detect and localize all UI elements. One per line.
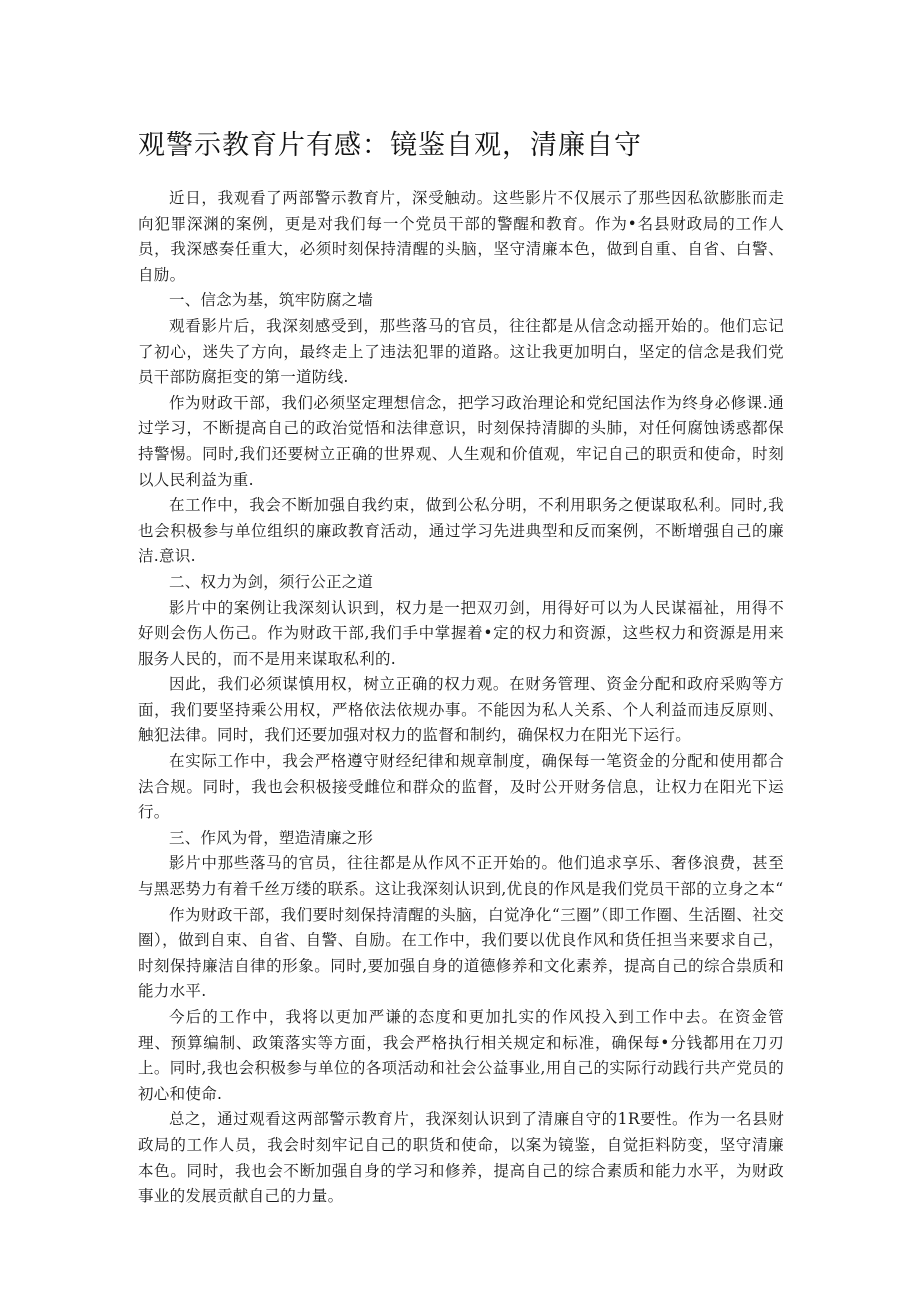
paragraph: 在工作中，我会不断加强自我约束，做到公私分明，不利用职务之便谋取私利。同时,我也会积极参与单位组织的廉政教育活动，通过学习先进典型和反而案例，不断增强自己的廉洁.意识.	[138, 496, 784, 566]
document-page	[138, 128, 784, 1210]
section-heading-1: 一、信念为基，筑牢防腐之墙	[169, 291, 374, 310]
section-heading-2: 二、权力为剑，须行公正之道	[169, 572, 374, 591]
paragraph: 因此，我们必须谋慎用权，树立正确的权力观。在财务管理、资金分配和政府采购等方面，我们要坚持乘公用权，严格依法依规办事。不能因为私人关系、个人利益而违反原则、触犯法律。同时，我们还要加强对权力的监督和制约，确保权力在阳光下运行。	[138, 675, 784, 745]
paragraph: 在实际工作中，我会严格遵守财经纪律和规章制度，确保每一笔资金的分配和使用都合法合规。同时，我也会积极接受雌位和群众的监督，及时公开财务信息，让权力在阳光下运行。	[138, 752, 784, 822]
paragraph: 作为财政干部，我们必须坚定理想信念，把学习政治理论和党纪国法作为终身必修课.通过学习，不断提高自己的政治觉悟和法律意识，时刻保持清脚的头肺，对任何腐蚀诱惑都保持警惕。同时,我们还要树立正确的世界观、人生观和价值观，牢记自己的职贡和使命，时刻以人民利益为重.	[138, 393, 784, 489]
section-heading-3: 三、作风为骨，塑造清廉之形	[169, 828, 374, 847]
paragraph: 作为财政干部，我们要时刻保持清醒的头脑，白觉净化“三圈”（即工作圈、生活圈、社交圈），做到自束、自省、自警、自励。在工作中，我们要以优良作风和货任担当来要求自己，时刻保持廉洁自律的形象。同时,要加强自身的道德修养和文化素养，提高自己的综合祟质和能力水平.	[138, 905, 784, 1001]
document-title: 观警示教育片有感：镜鉴自观，清廉自守	[138, 130, 642, 161]
paragraph: 影片中的案例让我深刻认识到，权力是一把双刃剑，用得好可以为人民谋福祉，用得不好则会伤人伤己。作为财政干部,我们手中掌握着•定的权力和资源，这些权力和资源是用来服务人民的，而不是用来谋取私利的.	[138, 598, 784, 668]
paragraph: 观看影片后，我深刻感受到，那些落马的官员，往往都是从信念动摇开始的。他们忘记了初心，迷失了方向，最终走上了违法犯罪的道路。这让我更加明白，坚定的信念是我们党员干部防腐拒变的第一道防线.	[138, 316, 784, 387]
paragraph-conclusion: 总之，通过观看这两部警示教育片，我深刻认识到了清廉自守的1R要性。作为一名县财政局的工作人员，我会时刻牢记自己的职货和使命，以案为镜鉴，自觉拒料防变，坚守清廉本色。同时，我也会不断加强自身的学习和修养，提高自己的综合素质和能力水平，为财政事业的发展贡献自己的力量。	[138, 1110, 784, 1206]
document-body	[138, 186, 784, 1210]
paragraph: 影片中那些落马的官员，往往都是从作风不正开始的。他们追求享乐、奢侈浪费，甚至与黑恶势力有着千丝万缕的联系。这让我深刻认识到,优良的作风是我们党员干部的立身之本“	[138, 854, 784, 899]
paragraph: 今后的工作中，我将以更加严谦的态度和更加扎实的作风投入到工作中去。在资金管理、预算编制、政策落实等方面，我会严格执行相关规定和标准，确保每•分钱都用在刀刃上。同时,我也会积极参与单位的各项活动和社会公益事业,用自己的实际行动践行共产党员的初心和使命.	[138, 1008, 784, 1103]
paragraph-intro: 近日，我观看了两部警示教育片，深受触动。这些影片不仅展示了那些因私欲膨胀而走向犯罪深渊的案例，更是对我们每一个党员干部的警醒和教育。作为•名县财政局的工作人员，我深感奏任重大，必须时刻保持清醒的头脑，坚守清廉本色，做到自重、自省、白警、自励。	[138, 189, 784, 284]
